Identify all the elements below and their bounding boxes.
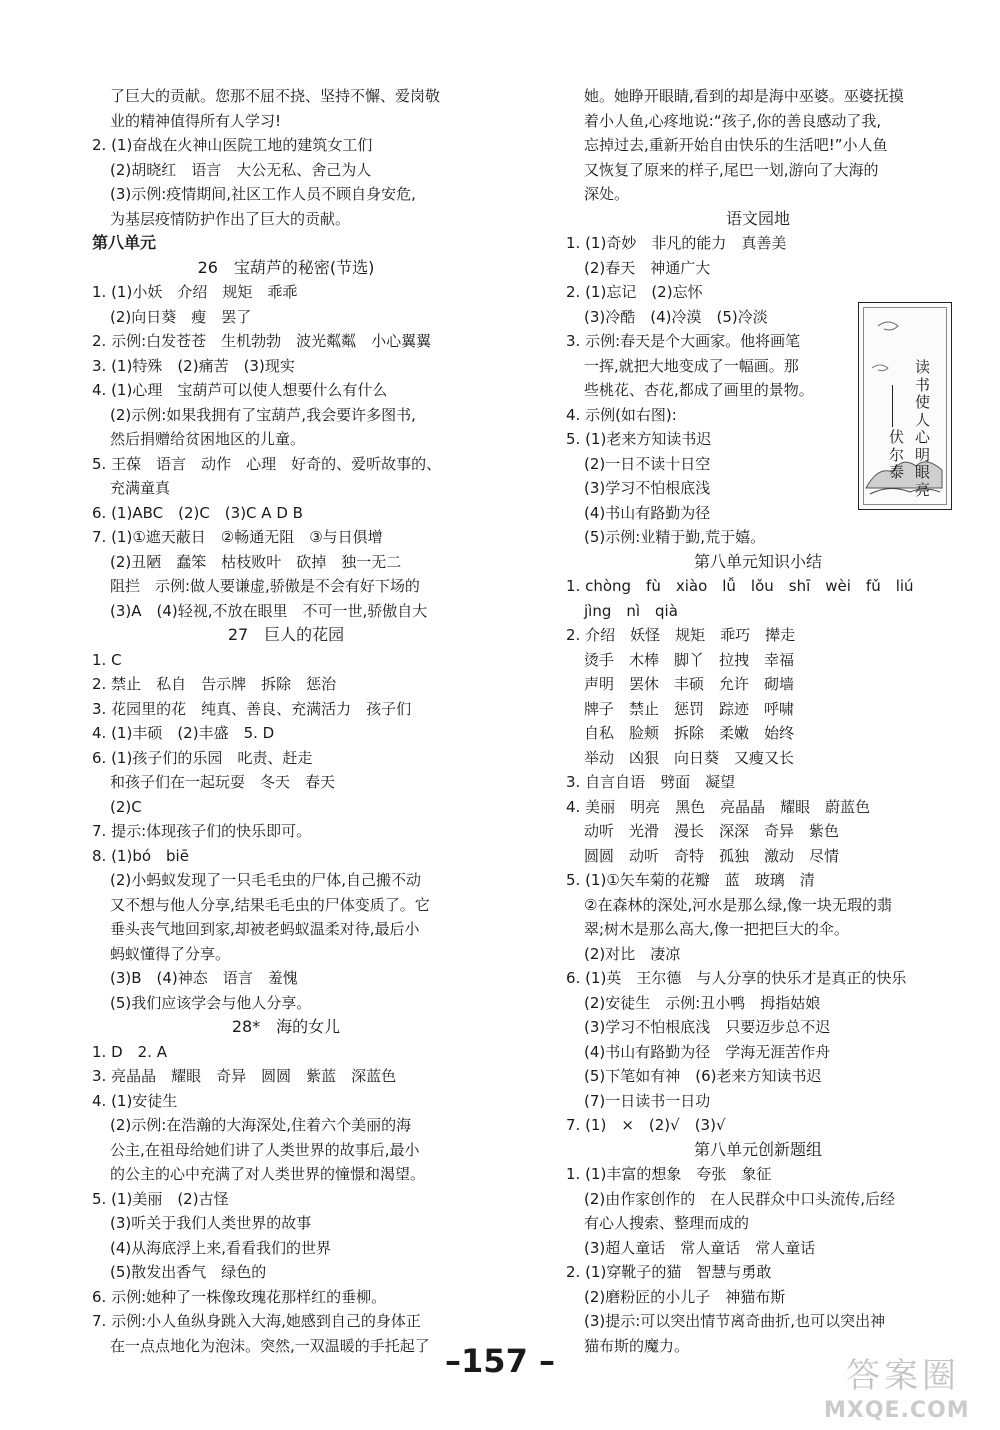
answer-line: 6. (1)英 王尔德 与人分享的快乐才是真正的快乐 <box>566 969 907 987</box>
answer-line: (2)丑陋 蠢笨 枯枝败叶 砍掉 独一无二 <box>110 552 402 571</box>
answer-line: 然后捐赠给贫困地区的儿童。 <box>110 430 306 448</box>
watermark-cn: 答案圈 <box>846 1356 960 1396</box>
answer-line: 5. 王葆 语言 动作 心理 好奇的、爱听故事的、 <box>92 454 442 473</box>
answer-line: 举动 凶狠 向日葵 又瘦又长 <box>584 748 795 767</box>
answer-line: 烫手 木棒 脚丫 拉拽 幸福 <box>584 650 795 669</box>
answer-line: (3)超人童话 常人童话 常人童话 <box>584 1238 816 1257</box>
answer-line: (2)春天 神通广大 <box>584 258 711 277</box>
answer-line: 1. (1)丰富的想象 夸张 象征 <box>566 1165 772 1183</box>
answer-line: 3. 花园里的花 纯真、善良、充满活力 孩子们 <box>92 699 412 718</box>
answer-line: 牌子 禁止 惩罚 踪迹 呼啸 <box>584 699 795 718</box>
answer-line: 着小人鱼,心疼地说:“孩子,你的善良感动了我, <box>584 111 882 130</box>
answer-line: 她。她睁开眼睛,看到的却是海中巫婆。巫婆抚摸 <box>584 87 904 105</box>
answer-line: 3. 亮晶晶 耀眼 奇异 圆圆 紫蓝 深蓝色 <box>92 1067 397 1085</box>
answer-line: 1. D 2. A <box>92 1042 167 1061</box>
watermark-logo <box>818 1348 978 1426</box>
answer-line: jìng nì qià <box>584 601 678 620</box>
answer-line: 1. (1)小妖 介绍 规矩 乖乖 <box>92 283 298 301</box>
quote-text: 读书使人心明眼亮 <box>915 358 931 499</box>
left-column <box>92 84 480 1358</box>
watermark-en: MXQE.COM <box>824 1398 970 1423</box>
answer-line: 深处。 <box>584 185 630 203</box>
answer-line: 又恢复了原来的样子,尾巴一划,游向了大海的 <box>584 160 879 179</box>
answer-line: 3. 自言自语 劈面 凝望 <box>566 773 736 791</box>
answer-line: 5. (1)美丽 (2)古怪 <box>92 1189 229 1208</box>
answer-line: (2)磨粉匠的小儿子 神猫布斯 <box>584 1287 786 1306</box>
answer-line: 蚂蚁懂得了分享。 <box>110 944 231 963</box>
answer-line: 6. (1)孩子们的乐园 叱责、赶走 <box>92 748 313 767</box>
answer-line: (2)对比 凄凉 <box>584 944 681 963</box>
answer-line: (3)冷酷 (4)冷漠 (5)冷淡 <box>584 307 768 326</box>
answer-line: (4)书山有路勤为径 <box>584 503 711 522</box>
answer-line: 圆圆 动听 奇特 孤独 激动 尽情 <box>584 846 840 865</box>
answer-line: (3)学习不怕根底浅 只要迈步总不迟 <box>584 1018 831 1036</box>
unit-heading: 第八单元 <box>92 233 157 252</box>
quote-illustration <box>858 302 952 510</box>
quote-author: 伏尔泰 <box>889 428 905 481</box>
answer-line: 些桃花、杏花,都成了画里的景物。 <box>584 381 814 399</box>
answer-line: 一挥,就把大地变成了一幅画。那 <box>584 356 799 375</box>
answer-line: 2. 介绍 妖怪 规矩 乖巧 撵走 <box>566 626 796 644</box>
lesson-heading: 第八单元知识小结 <box>693 551 822 571</box>
answer-line: 4. (1)安徒生 <box>92 1091 178 1110</box>
answer-line: (5)下笔如有神 (6)老来方知读书迟 <box>584 1067 822 1085</box>
answer-line: 7. (1) × (2)√ (3)√ <box>566 1116 726 1134</box>
lesson-heading: 语文园地 <box>725 208 790 228</box>
answer-line: 4. 美丽 明亮 黑色 亮晶晶 耀眼 蔚蓝色 <box>566 797 871 816</box>
answer-line: 翠;树木是那么高大,像一把把巨大的伞。 <box>584 920 849 938</box>
answer-line: 2. (1)穿靴子的猫 智慧与勇敢 <box>566 1263 772 1281</box>
answer-line: (3)提示:可以突出情节离奇曲折,也可以突出神 <box>584 1312 886 1330</box>
answer-line: 动听 光滑 漫长 深深 奇异 紫色 <box>584 822 840 840</box>
answer-line: 7. (1)①遮天蔽日 ②畅通无阻 ③与日俱增 <box>92 528 383 546</box>
answer-line: 2. 示例:白发苍苍 生机勃勃 波光粼粼 小心翼翼 <box>92 332 432 350</box>
answer-line: 2. 禁止 私自 告示牌 拆除 惩治 <box>92 675 337 693</box>
answer-line: 4. 示例(如右图): <box>566 405 677 424</box>
answer-line: (2)示例:如果我拥有了宝葫芦,我会要许多图书, <box>110 405 416 424</box>
right-column <box>566 84 950 1358</box>
answer-line: (2)由作家创作的 在人民群众中口头流传,后经 <box>584 1189 896 1208</box>
answer-line: (2)安徒生 示例:丑小鸭 拇指姑娘 <box>584 993 821 1012</box>
answer-line: (3)听关于我们人类世界的故事 <box>110 1214 312 1232</box>
answer-line: 4. (1)心理 宝葫芦可以使人想要什么有什么 <box>92 381 388 399</box>
answer-line: (5)示例:业精于勤,荒于嬉。 <box>584 528 766 546</box>
answer-line: 有心人搜索、整理而成的 <box>584 1214 750 1232</box>
answer-line: (2)示例:在浩瀚的大海深处,住着六个美丽的海 <box>110 1116 412 1134</box>
answer-line: 猫布斯的魔力。 <box>584 1336 690 1355</box>
answer-line: 2. (1)忘记 (2)忘怀 <box>566 283 703 301</box>
answer-line: 3. 示例:春天是个大画家。他将画笔 <box>566 332 801 350</box>
answer-line: 和孩子们在一起玩耍 冬天 春天 <box>110 773 336 791</box>
answer-line: (5)散发出香气 绿色的 <box>110 1263 267 1281</box>
answer-line: 7. 提示:体现孩子们的快乐即可。 <box>92 822 312 840</box>
answer-line: 忘掉过去,重新开始自由快乐的生活吧!”小人鱼 <box>584 136 888 154</box>
answer-line: 3. (1)特殊 (2)痛苦 (3)现实 <box>92 356 295 375</box>
answer-line: (2)C <box>110 797 142 816</box>
answer-line: (3)A (4)轻视,不放在眼里 不可一世,骄傲自大 <box>110 601 428 620</box>
answer-line: (3)示例:疫情期间,社区工作人员不顾自身安危, <box>110 185 416 203</box>
answer-line: 为基层疫情防护作出了巨大的贡献。 <box>110 209 351 228</box>
answer-line: 又不想与他人分享,结果毛毛虫的尸体变质了。它 <box>110 895 430 914</box>
answer-line: 充满童真 <box>110 479 171 497</box>
answer-line: (5)我们应该学会与他人分享。 <box>110 993 312 1012</box>
answer-line: 业的精神值得所有人学习! <box>110 111 282 130</box>
lesson-heading: 27 巨人的花园 <box>227 625 345 644</box>
answer-line: (2)一日不读十日空 <box>584 454 711 473</box>
answer-line: (3)学习不怕根底浅 <box>584 479 711 497</box>
answer-line: (4)书山有路勤为径 学海无涯苦作舟 <box>584 1042 831 1061</box>
answer-line: 4. (1)丰硕 (2)丰盛 5. D <box>92 724 275 742</box>
answer-line: (2)向日葵 瘦 罢了 <box>110 307 252 326</box>
answer-line: 6. (1)ABC (2)C (3)C A D B <box>92 503 303 522</box>
answer-line: (3)B (4)神态 语言 羞愧 <box>110 969 298 987</box>
answer-line: (7)一日读书一日功 <box>584 1091 711 1110</box>
answer-line: 7. 示例:小人鱼纵身跳入大海,她感到自己的身体正 <box>92 1312 421 1330</box>
answer-line: 阻拦 示例:做人要谦虚,骄傲是不会有好下场的 <box>110 577 420 595</box>
answer-line: 了巨大的贡献。您那不屈不挠、坚持不懈、爱岗敬 <box>110 87 441 105</box>
answer-line: 5. (1)①矢车菊的花瓣 蓝 玻璃 清 <box>566 871 815 889</box>
answer-line: ②在森林的深处,河水是那么绿,像一块无瑕的翡 <box>584 895 892 914</box>
answer-line: 公主,在祖母给她们讲了人类世界的故事后,最小 <box>110 1140 420 1159</box>
answer-line: 自私 脸颊 拆除 柔嫩 始终 <box>584 724 795 742</box>
lesson-heading: 第八单元创新题组 <box>693 1139 822 1159</box>
answer-line: 1. C <box>92 650 122 669</box>
answer-line: 1. chòng fù xiào lǚ lǒu shī wèi fǔ liú <box>566 577 914 595</box>
lesson-heading: 28* 海的女儿 <box>231 1017 341 1036</box>
answer-line: 的公主的心中充满了对人类世界的憧憬和渴望。 <box>110 1165 426 1183</box>
answer-line: 声明 罢休 丰硕 允许 砌墙 <box>584 675 795 693</box>
answer-line: 2. (1)奋战在火神山医院工地的建筑女工们 <box>92 136 373 154</box>
answer-line: 1. (1)奇妙 非凡的能力 真善美 <box>566 234 787 252</box>
answer-line: (2)小蚂蚁发现了一只毛毛虫的尸体,自己搬不动 <box>110 871 422 889</box>
answer-line: 5. (1)老来方知读书迟 <box>566 430 712 448</box>
answer-line: (2)胡晓红 语言 大公无私、舍己为人 <box>110 160 372 179</box>
answer-line: 垂头丧气地回到家,却被老蚂蚁温柔对待,最后小 <box>110 920 420 938</box>
answer-line: 8. (1)bó biē <box>92 846 189 865</box>
answer-line: 在一点点地化为泡沫。突然,一双温暖的手托起了 <box>110 1336 430 1355</box>
answer-line: 6. 示例:她种了一株像玫瑰花那样红的垂柳。 <box>92 1287 387 1306</box>
quote-dash <box>892 385 893 427</box>
lesson-heading: 26 宝葫芦的秘密(节选) <box>197 257 375 277</box>
answer-line: (4)从海底浮上来,看看我们的世界 <box>110 1238 332 1257</box>
page-number: –157 – <box>445 1342 555 1380</box>
